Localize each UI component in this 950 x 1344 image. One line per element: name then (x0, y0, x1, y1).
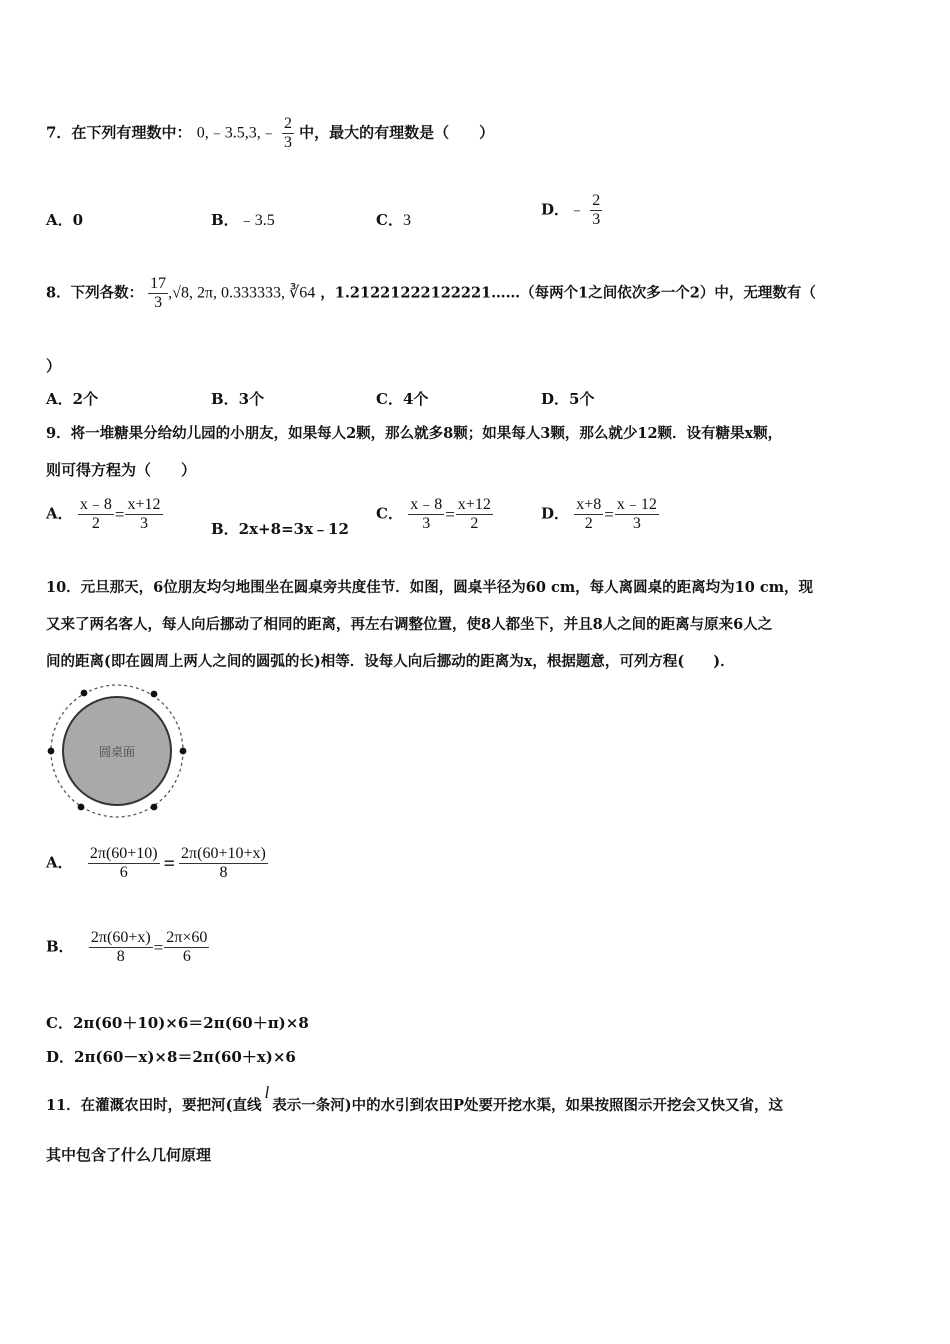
fraction-denominator: 3 (140, 515, 148, 532)
q10-option-b (46, 929, 209, 966)
q8-stem (46, 275, 816, 312)
q11-part2: 表示一条河)中的水引到农田P处要开挖水渠，如果按照图示开挖会又快又省，这 (272, 1097, 784, 1114)
option-right-fraction (125, 496, 162, 533)
option-right-fraction (179, 845, 268, 882)
seat-dot (81, 690, 88, 697)
q7-stem (46, 115, 494, 152)
q8-list: ,√8, 2π, 0.333333, ∛64 (168, 284, 316, 302)
fraction-denominator: 2 (91, 515, 100, 532)
q9-option-c (376, 496, 493, 533)
option-label: C． (376, 504, 403, 523)
fraction-numerator: x﹣8 (410, 496, 443, 513)
fraction-numerator: x+12 (457, 496, 491, 513)
q9-option-b: B．2x+8=3x﹣12 (211, 520, 349, 538)
equals-sign: = (604, 504, 614, 524)
option-label: A． (46, 853, 73, 872)
q8-option-b: B．3个 (211, 390, 265, 408)
seat-dot (78, 804, 85, 811)
option-right-fraction (615, 496, 659, 533)
fraction-numerator: 2π×60 (166, 929, 208, 946)
seat-dot (151, 691, 158, 698)
option-right-fraction (456, 496, 493, 533)
q9-option-d (541, 496, 659, 533)
fraction-denominator: 6 (182, 948, 191, 965)
option-value: ﹣3.5 (238, 212, 275, 229)
line-symbol: l (264, 1083, 270, 1102)
q10-option-c: C．2π(60＋10)×6＝2π(60＋π)×8 (46, 1014, 309, 1032)
round-table-figure (44, 683, 190, 821)
q7-option-a (46, 210, 83, 230)
q8-option-c: C．4个 (376, 390, 429, 408)
option-value: 3 (402, 212, 411, 229)
equals-sign: = (153, 937, 164, 957)
q7-suffix: 中，最大的有理数是（ ） (299, 123, 495, 142)
q10-stem-line2: 又来了两名客人，每人向后挪动了相同的距离，再左右调整位置，使8人都坐下，并且8人之间的距离与原来6人之 (46, 616, 773, 633)
option-sign: ﹣ (569, 201, 586, 219)
fraction-denominator: 2 (584, 515, 593, 532)
fraction-numerator: 17 (150, 275, 167, 292)
fraction-numerator: 2π(60+x) (90, 929, 151, 946)
q7-d-fraction (590, 192, 602, 229)
q10-stem-line1: 10．元旦那天，6位朋友均匀地围坐在圆桌旁共度佳节．如图，圆桌半径为60 cm，每人离圆桌的距离均为10 cm，现 (46, 579, 814, 596)
option-label: A．0 (46, 211, 84, 229)
option-left-fraction (89, 929, 153, 966)
fraction-numerator: x+8 (576, 496, 602, 513)
fraction-numerator: 2 (592, 192, 601, 209)
q7-option-c (376, 210, 411, 231)
fraction-numerator: x﹣12 (616, 496, 657, 513)
fraction-denominator: 8 (116, 948, 125, 965)
fraction-denominator: 3 (283, 134, 292, 151)
q9-stem-line1: 9．将一堆糖果分给幼儿园的小朋友，如果每人2颗，那么就多8颗；如果每人3颗，那么就少12颗．设有糖果x颗， (46, 425, 783, 442)
q11-part1: 11．在灌溉农田时，要把河(直线 (46, 1097, 262, 1114)
fraction-denominator: 2 (470, 515, 479, 532)
fraction-denominator: 3 (154, 294, 163, 311)
fraction-denominator: 6 (119, 864, 128, 881)
option-label: B． (46, 937, 74, 956)
option-label: D． (541, 504, 570, 523)
option-label: D． (541, 200, 570, 219)
q10-option-d: D．2π(60－x)×8＝2π(60＋x)×6 (46, 1048, 296, 1066)
seat-dot (180, 748, 187, 755)
q9-option-a (46, 496, 163, 533)
fraction-denominator: 8 (219, 864, 228, 881)
option-left-fraction (574, 496, 603, 533)
q10-option-a (46, 845, 268, 882)
seat-dot (151, 804, 158, 811)
q7-list: 0,﹣3.5,3,﹣ (196, 124, 277, 142)
equals-sign: = (163, 852, 176, 875)
q7-option-b (211, 210, 275, 231)
fraction-denominator: 3 (592, 211, 601, 228)
option-right-fraction (164, 929, 209, 966)
option-label: B． (211, 211, 239, 229)
table-label: 圆桌面 (98, 745, 136, 759)
q7-list-fraction (282, 115, 294, 152)
q8-option-a: A．2个 (46, 390, 99, 408)
q8-option-d: D．5个 (541, 390, 595, 408)
option-label: C． (376, 211, 403, 229)
q11-stem-line1 (46, 1083, 784, 1116)
q7-prefix: 7．在下列有理数中： (46, 123, 192, 142)
option-left-fraction (88, 845, 160, 882)
q7-option-d (541, 192, 602, 229)
q8-fraction (148, 275, 168, 312)
fraction-denominator: 3 (632, 515, 641, 532)
fraction-numerator: 2 (283, 115, 292, 132)
fraction-numerator: x﹣8 (79, 496, 112, 513)
option-left-fraction (408, 496, 444, 533)
fraction-numerator: 2π(60+10+x) (181, 845, 266, 862)
equals-sign: = (445, 504, 455, 524)
q9-stem-line2: 则可得方程为（ ） (46, 461, 197, 479)
option-left-fraction (78, 496, 114, 533)
seat-dot (48, 748, 55, 755)
equals-sign: = (114, 504, 125, 524)
q11-stem-line2: 其中包含了什么几何原理 (46, 1146, 212, 1164)
fraction-denominator: 3 (422, 515, 431, 532)
q10-stem-line3: 间的距离(即在圆周上两人之间的圆弧的长)相等．设每人向后挪动的距离为x，根据题意，可列方程( )． (46, 653, 735, 670)
fraction-numerator: 2π(60+10) (89, 845, 158, 862)
option-label: A． (46, 504, 73, 523)
fraction-numerator: x+12 (127, 496, 161, 513)
q8-close-paren: ） (46, 357, 62, 375)
q8-suffix: ，1.21221222122221……（每两个1之间依次多一个2）中，无理数有（ (320, 284, 816, 302)
q8-prefix: 8．下列各数： (46, 284, 144, 302)
